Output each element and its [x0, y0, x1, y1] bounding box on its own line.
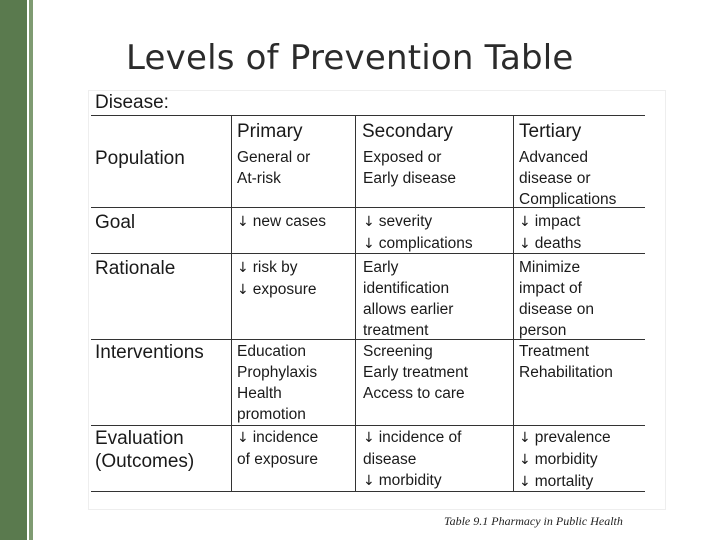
- population-tertiary: Advanced disease or Complications: [519, 149, 617, 208]
- population-secondary: Exposed or Early disease: [363, 149, 457, 187]
- goal-tertiary: ↓ impact ↓ deaths: [519, 213, 582, 252]
- row-label-population: Population: [95, 148, 185, 169]
- down-arrow-icon: ↓: [363, 430, 375, 446]
- goal-secondary: ↓ severity ↓ complications: [363, 213, 473, 252]
- down-arrow-icon: ↓: [519, 452, 531, 468]
- table-rule: [91, 115, 645, 116]
- interventions-tertiary: Treatment Rehabilitation: [519, 343, 613, 381]
- down-arrow-icon: ↓: [363, 236, 375, 252]
- down-arrow-icon: ↓: [519, 474, 531, 490]
- down-arrow-icon: ↓: [519, 430, 531, 446]
- down-arrow-icon: ↓: [237, 430, 249, 446]
- evaluation-tertiary: ↓ prevalence ↓ morbidity ↓ mortality: [519, 429, 611, 490]
- table-rule: [91, 425, 645, 426]
- evaluation-secondary: ↓ incidence of disease ↓ morbidity: [363, 429, 462, 489]
- interventions-secondary: Screening Early treatment Access to care: [363, 343, 469, 402]
- down-arrow-icon: ↓: [237, 260, 249, 276]
- table-column-rule: [513, 115, 514, 491]
- table-caption: Table 9.1 Pharmacy in Public Health: [444, 514, 623, 528]
- rationale-tertiary: Minimize impact of disease on person: [519, 259, 594, 339]
- row-label-interventions: Interventions: [95, 342, 204, 363]
- down-arrow-icon: ↓: [519, 236, 531, 252]
- header-tertiary: Tertiary: [519, 121, 582, 142]
- down-arrow-icon: ↓: [519, 214, 531, 230]
- table-column-rule: [355, 115, 356, 491]
- down-arrow-icon: ↓: [237, 282, 249, 298]
- population-primary: General or At-risk: [237, 149, 311, 187]
- interventions-primary: Education Prophylaxis Health promotion: [237, 343, 318, 423]
- prevention-table: [88, 90, 666, 510]
- header-primary: Primary: [237, 121, 303, 142]
- down-arrow-icon: ↓: [237, 214, 249, 230]
- row-label-evaluation: Evaluation (Outcomes): [95, 428, 195, 472]
- left-accent-stripe: [29, 0, 33, 540]
- down-arrow-icon: ↓: [363, 473, 375, 489]
- disease-label: Disease:: [95, 92, 169, 113]
- table-column-rule: [231, 115, 232, 491]
- row-label-rationale: Rationale: [95, 258, 176, 279]
- row-label-goal: Goal: [95, 212, 136, 233]
- down-arrow-icon: ↓: [363, 214, 375, 230]
- goal-primary: ↓ new cases: [237, 213, 326, 230]
- rationale-primary: ↓ risk by ↓ exposure: [237, 259, 317, 298]
- slide-title: Levels of Prevention Table: [126, 38, 574, 78]
- evaluation-primary: ↓ incidence of exposure: [237, 429, 319, 468]
- left-accent-bar: [0, 0, 27, 540]
- header-secondary: Secondary: [362, 121, 453, 142]
- rationale-secondary: Early identification allows earlier treatment: [363, 259, 454, 339]
